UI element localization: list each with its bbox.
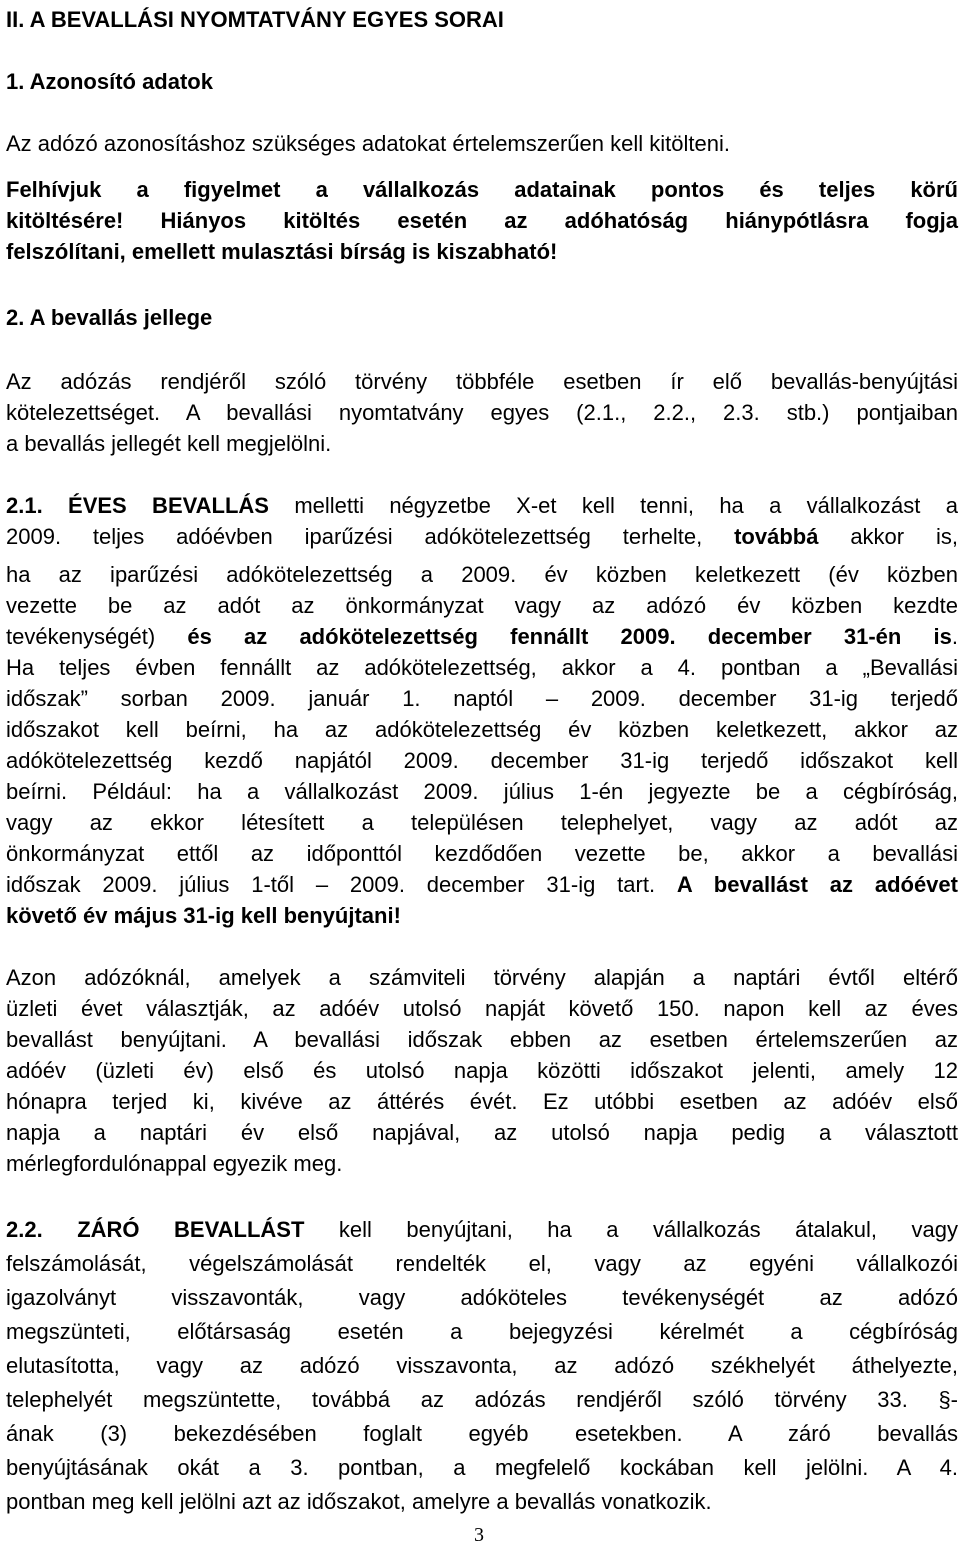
paragraph-line: időszak” sorban 2009. január 1. naptól – 2009. december 31-ig terjedő [6,686,958,711]
paragraph-line: mérlegfordulónappal egyezik meg. [6,1151,343,1176]
paragraph-line: a bevallás jellegét kell megjelölni. [6,431,332,456]
section-1-heading: 1. Azonosító adatok [6,69,213,94]
paragraph-line: ha az iparűzési adókötelezettség a 2009. év közben keletkezett (év közben [6,562,958,587]
paragraph-line: telephelyét megszüntette, továbbá az adózás rendjéről szóló törvény 33. §- [6,1387,958,1412]
paragraph-line: Azon adózóknál, amelyek a számviteli törvény alapján a naptári évtől eltérő [6,965,958,990]
paragraph-line: hónapra terjed ki, kivéve az áttérés évét. Ez utóbbi esetben az adóév első [6,1089,958,1114]
paragraph-line: időszak 2009. július 1-től – 2009. december 31-ig tart. A bevallást az adóévet [6,872,958,897]
paragraph-line: megszünteti, előtársaság esetén a bejegyzési kérelmét a cégbíróság [6,1319,958,1344]
paragraph-line: benyújtásának okát a 3. pontban, a megfelelő kockában kell jelölni. A 4. [6,1455,958,1480]
paragraph: Az adózó azonosításhoz szükséges adatokat értelemszerűen kell kitölteni. [6,131,730,156]
section-2-heading: 2. A bevallás jellege [6,305,213,330]
page-number: 3 [474,1524,484,1546]
paragraph-line: elutasította, vagy az adózó visszavonta, az adózó székhelyét áthelyezte, [6,1353,958,1378]
paragraph-line: Az adózás rendjéről szóló törvény többféle esetben ír elő bevallás-benyújtási [6,369,958,394]
paragraph-line: adóév (üzleti év) első és utolsó napja közötti időszakot jelenti, amely 12 [6,1058,958,1083]
paragraph-line: napja a naptári év első napjával, az utolsó napja pedig a választott [6,1120,958,1145]
subsection-2-2-line: 2.2. ZÁRÓ BEVALLÁST kell benyújtani, ha a vállalkozás átalakul, vagy [6,1217,958,1242]
paragraph-line: üzleti évet választják, az adóév utolsó napját követő 150. napon kell az éves [6,996,958,1021]
paragraph-line: felszámolását, végelszámolását rendelték el, vagy az egyéni vállalkozói [6,1251,958,1276]
paragraph-line: Ha teljes évben fennállt az adókötelezettség, akkor a 4. pontban a „Bevallási [6,655,958,680]
notice-line: kitöltésére! Hiányos kitöltés esetén az adóhatóság hiánypótlásra fogja [6,208,958,233]
notice-line: felszólítani, emellett mulasztási bírság is kiszabható! [6,239,558,264]
notice-line: Felhívjuk a figyelmet a vállalkozás adatainak pontos és teljes körű [6,177,958,202]
paragraph-line: vagy az ekkor létesített a településen telephelyet, vagy az adót az [6,810,958,835]
paragraph-line: adókötelezettség kezdő napjától 2009. december 31-ig terjedő időszakot kell [6,748,958,773]
subsection-2-1-line: 2.1. ÉVES BEVALLÁS melletti négyzetbe X-et kell tenni, ha a vállalkozást a [6,493,958,518]
paragraph-line: bevallást benyújtani. A bevallási időszak ebben az esetben értelemszerűen az [6,1027,958,1052]
paragraph-line: időszakot kell beírni, ha az adókötelezettség év közben keletkezett, akkor az [6,717,958,742]
paragraph-line: kötelezettséget. A bevallási nyomtatvány egyes (2.1., 2.2., 2.3. stb.) pontjaiban [6,400,958,425]
document-title: II. A BEVALLÁSI NYOMTATVÁNY EGYES SORAI [6,7,504,32]
paragraph-line: 2009. teljes adóévben iparűzési adókötelezettség terhelte, továbbá akkor is, [6,524,958,549]
paragraph-line: pontban meg kell jelölni azt az időszakot, amelyre a bevallás vonatkozik. [6,1489,712,1514]
paragraph-line: követő év május 31-ig kell benyújtani! [6,903,401,928]
paragraph-line: vezette be az adót az önkormányzat vagy az adózó év közben kezdte [6,593,958,618]
paragraph-line: tevékenységét) és az adókötelezettség fennállt 2009. december 31-én is. [6,624,958,649]
paragraph-line: ának (3) bekezdésében foglalt egyéb esetekben. A záró bevallás [6,1421,958,1446]
paragraph-line: önkormányzat ettől az időponttól kezdődően vezette be, akkor a bevallási [6,841,958,866]
paragraph-line: igazolványt visszavonták, vagy adóköteles tevékenységét az adózó [6,1285,958,1310]
paragraph-line: beírni. Például: ha a vállalkozást 2009. július 1-én jegyezte be a cégbíróság, [6,779,958,804]
